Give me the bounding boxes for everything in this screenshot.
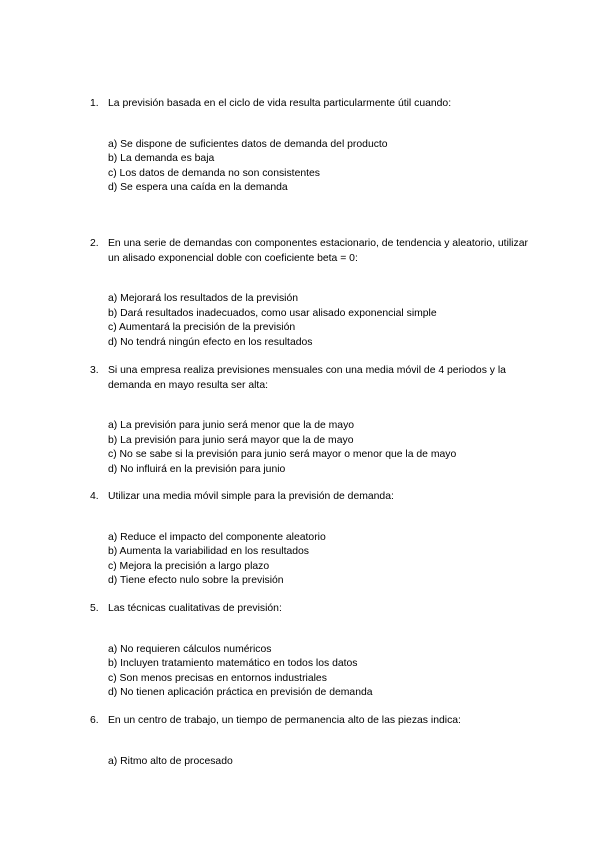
question-number: 5. [90, 603, 99, 614]
options-list [90, 755, 530, 770]
option-c: c) No se sabe si la previsión para junio será mayor o menor que la de mayo [108, 449, 457, 461]
option-b: b) La demanda es baja [108, 153, 215, 165]
option-a: a) Reduce el impacto del componente aleatorio [108, 531, 326, 543]
question-text: Las técnicas cualitativas de previsión: [108, 603, 282, 614]
option-d: d) Se espera una caída en la demanda [108, 182, 288, 194]
question-number: 3. [90, 365, 99, 376]
question-text: Si una empresa realiza previsiones mensuales con una media móvil de 4 periodos y la demanda en mayo resulta ser alta: [108, 365, 506, 391]
question-number: 2. [90, 238, 99, 249]
option-d: d) No tendrá ningún efecto en los resultados [108, 336, 313, 348]
option-a: a) La previsión para junio será menor que la de mayo [108, 420, 355, 431]
question-stem [90, 490, 530, 505]
option-c: c) Los datos de demanda no son consistentes [108, 167, 320, 179]
question-number: 1. [90, 98, 99, 109]
option-b: b) La previsión para junio será mayor que la de mayo [108, 434, 354, 446]
question-3 [90, 364, 530, 477]
option-b: b) Dará resultados inadecuados, como usar alisado exponencial simple [108, 307, 437, 319]
options-list [90, 531, 530, 589]
option-b: b) Incluyen tratamiento matemático en todos los datos [108, 658, 358, 670]
question-stem [90, 602, 530, 617]
options-list [90, 138, 530, 196]
option-a: a) No requieren cálculos numéricos [108, 643, 272, 655]
option-a: a) Mejorará los resultados de la previsión [108, 293, 299, 304]
option-d: d) Tiene efecto nulo sobre la previsión [108, 575, 284, 587]
question-stem [90, 364, 530, 393]
option-a: a) Ritmo alto de procesado [108, 755, 233, 767]
question-number: 4. [90, 491, 99, 502]
options-list [90, 419, 530, 477]
question-text: En un centro de trabajo, un tiempo de permanencia alto de las piezas indica: [108, 715, 461, 726]
question-5 [90, 602, 530, 701]
options-list [90, 292, 530, 350]
question-stem [90, 97, 530, 112]
option-d: d) No influirá en la previsión para junio [108, 463, 286, 475]
question-text: La previsión basada en el ciclo de vida resulta particularmente útil cuando: [108, 98, 452, 109]
question-text: En una serie de demandas con componentes estacionario, de tendencia y aleatorio, utilizar un alisado exponencial doble con coeficiente beta = 0: [108, 238, 528, 264]
option-c: c) Aumentará la precisión de la previsión [108, 322, 296, 334]
question-text: Utilizar una media móvil simple para la previsión de demanda: [108, 491, 394, 502]
question-4 [90, 490, 530, 589]
options-list [90, 643, 530, 701]
option-c: c) Son menos precisas en entornos industriales [108, 672, 327, 684]
option-a: a) Se dispone de suficientes datos de demanda del producto [108, 138, 388, 150]
question-6 [90, 714, 530, 769]
question-1 [90, 97, 530, 196]
option-d: d) No tienen aplicación práctica en previsión de demanda [108, 687, 373, 699]
question-stem [90, 714, 530, 729]
question-number: 6. [90, 715, 99, 726]
option-c: c) Mejora la precisión a largo plazo [108, 560, 270, 572]
question-stem [90, 237, 530, 266]
option-b: b) Aumenta la variabilidad en los resultados [108, 546, 310, 558]
question-2 [90, 237, 530, 350]
